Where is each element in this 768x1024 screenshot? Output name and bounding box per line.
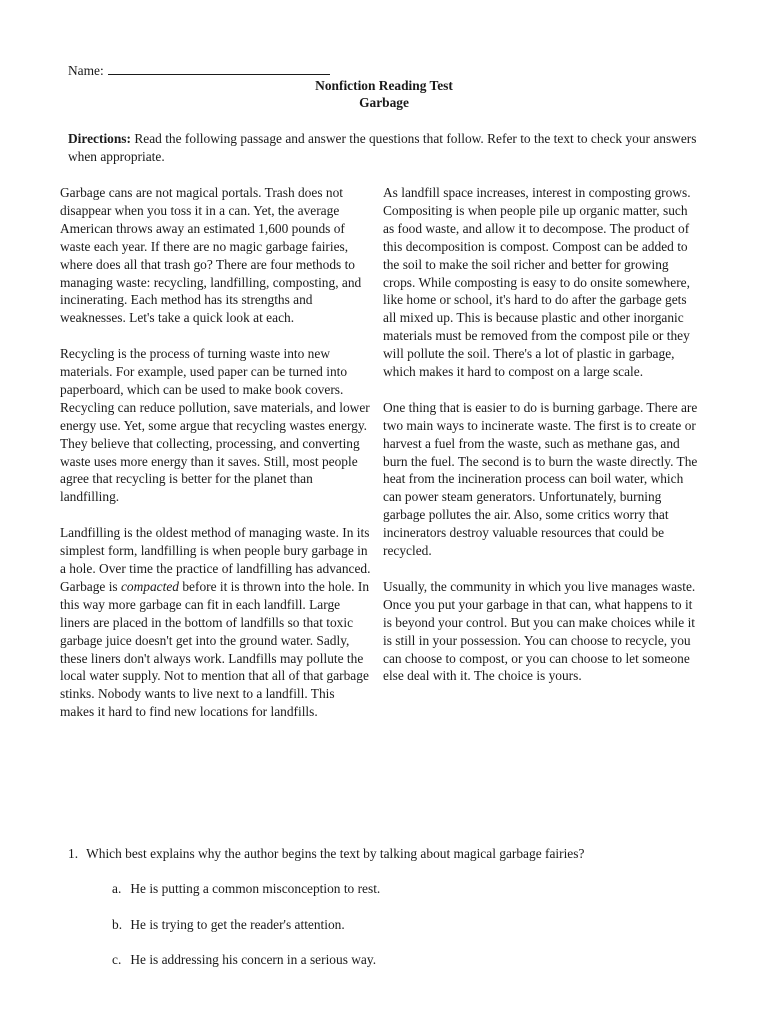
answer-choice-b[interactable] bbox=[112, 916, 345, 934]
paragraph-recycling: Recycling is the process of turning waste into new materials. For example, used paper can be turned into paperboard, which can be used to make book covers. Recycling can reduce pollution, save materials, and lower energy use. Yet, some argue that recycling wastes energy. They believe that collecting, processing, and converting waste uses more energy than it saves. Still, most people agree that recycling is better for the planet than landfilling. bbox=[60, 346, 370, 505]
answer-choice-a[interactable] bbox=[112, 880, 380, 898]
paragraph-intro: Garbage cans are not magical portals. Trash does not disappear when you toss it in a can. Yet, the average American throws away an estimated 1,600 pounds of waste each year. If there are no magic garbage fairies, where does all that trash go? There are four methods to managing waste: recycling, landfilling, composting, and incinerating. Each method has its strengths and weaknesses. Let's take a quick look at each. bbox=[60, 185, 362, 326]
question-1 bbox=[68, 845, 584, 863]
paragraph-landfilling-part2: before it is thrown into the hole. In this way more garbage can fit in each landfill. Large liners are placed in the bottom of landfills so that toxic garbage juice doesn't get into the ground water. Sadly, these liners don't always work. Landfills may pollute the local water supply. Not to mention that all of that garbage stinks. Nobody wants to live next to a landfill. This makes it hard to find new locations for landfills. bbox=[60, 578, 370, 720]
choice-letter: a. bbox=[112, 881, 122, 896]
paragraph-landfilling bbox=[60, 524, 372, 721]
paragraph-composting: As landfill space increases, interest in composting grows. Compositing is when people pile up organic matter, such as food waste, and allow it to decompose. The product of this decomposition is compost. Compost can be added to the soil to make the soil richer and better for growing crops. While composting is easy to do onsite somewhere, like home or school, it's hard to do after the garbage gets all mixed up. This is because plastic and other inorganic materials must be removed from the compost pile or they will pollute the soil. There's a lot of plastic in garbage, which makes it hard to compost on a large scale. bbox=[383, 185, 691, 380]
choice-text: He is trying to get the reader's attention. bbox=[130, 917, 345, 932]
name-blank bbox=[108, 60, 330, 75]
passage-title: Garbage bbox=[359, 95, 409, 110]
choice-letter: c. bbox=[112, 952, 122, 967]
vocab-word-compacted: compacted bbox=[120, 578, 179, 594]
paragraph-conclusion: Usually, the community in which you live manages waste. Once you put your garbage in that can, what happens to it is beyond your control. But you can make choices while it is still in your possession. You can choose to recycle, you can choose to compost, or you can choose to let someone else deal with it. The choice is yours. bbox=[383, 578, 696, 684]
name-label: Name: bbox=[68, 63, 104, 78]
choice-text: He is addressing his concern in a serious way. bbox=[130, 952, 377, 967]
choice-letter: b. bbox=[112, 917, 123, 932]
directions-label: Directions: bbox=[68, 131, 131, 146]
question-number: 1. bbox=[68, 846, 79, 861]
passage-left-column bbox=[60, 184, 372, 739]
paragraph-landfilling-part1: Landfilling is the oldest method of managing waste. In its simplest form, landfilling is when people bury garbage in a hole. Over time the practice of landfilling has advanced. Garbage is bbox=[60, 525, 371, 594]
answer-choice-c[interactable] bbox=[112, 951, 376, 969]
question-text: Which best explains why the author begins the text by talking about magical garbage fairies? bbox=[86, 846, 585, 861]
passage-right-column bbox=[383, 184, 701, 703]
directions bbox=[68, 130, 708, 166]
paragraph-incinerating: One thing that is easier to do is burning garbage. There are two main ways to incinerate waste. The first is to create or harvest a fuel from the waste, such as methane gas, and burn the fuel. The second is to burn the waste directly. The heat from the incineration process can boil water, which can power steam generators. Unfortunately, burning garbage pollutes the air. Also, some critics worry that incinerators destroy valuable resources that could be recycled. bbox=[383, 399, 698, 559]
test-title: Nonfiction Reading Test bbox=[315, 78, 453, 93]
directions-text: Read the following passage and answer the questions that follow. Refer to the text to check your answers when appropriate. bbox=[68, 131, 697, 164]
choice-text: He is putting a common misconception to rest. bbox=[130, 881, 381, 896]
